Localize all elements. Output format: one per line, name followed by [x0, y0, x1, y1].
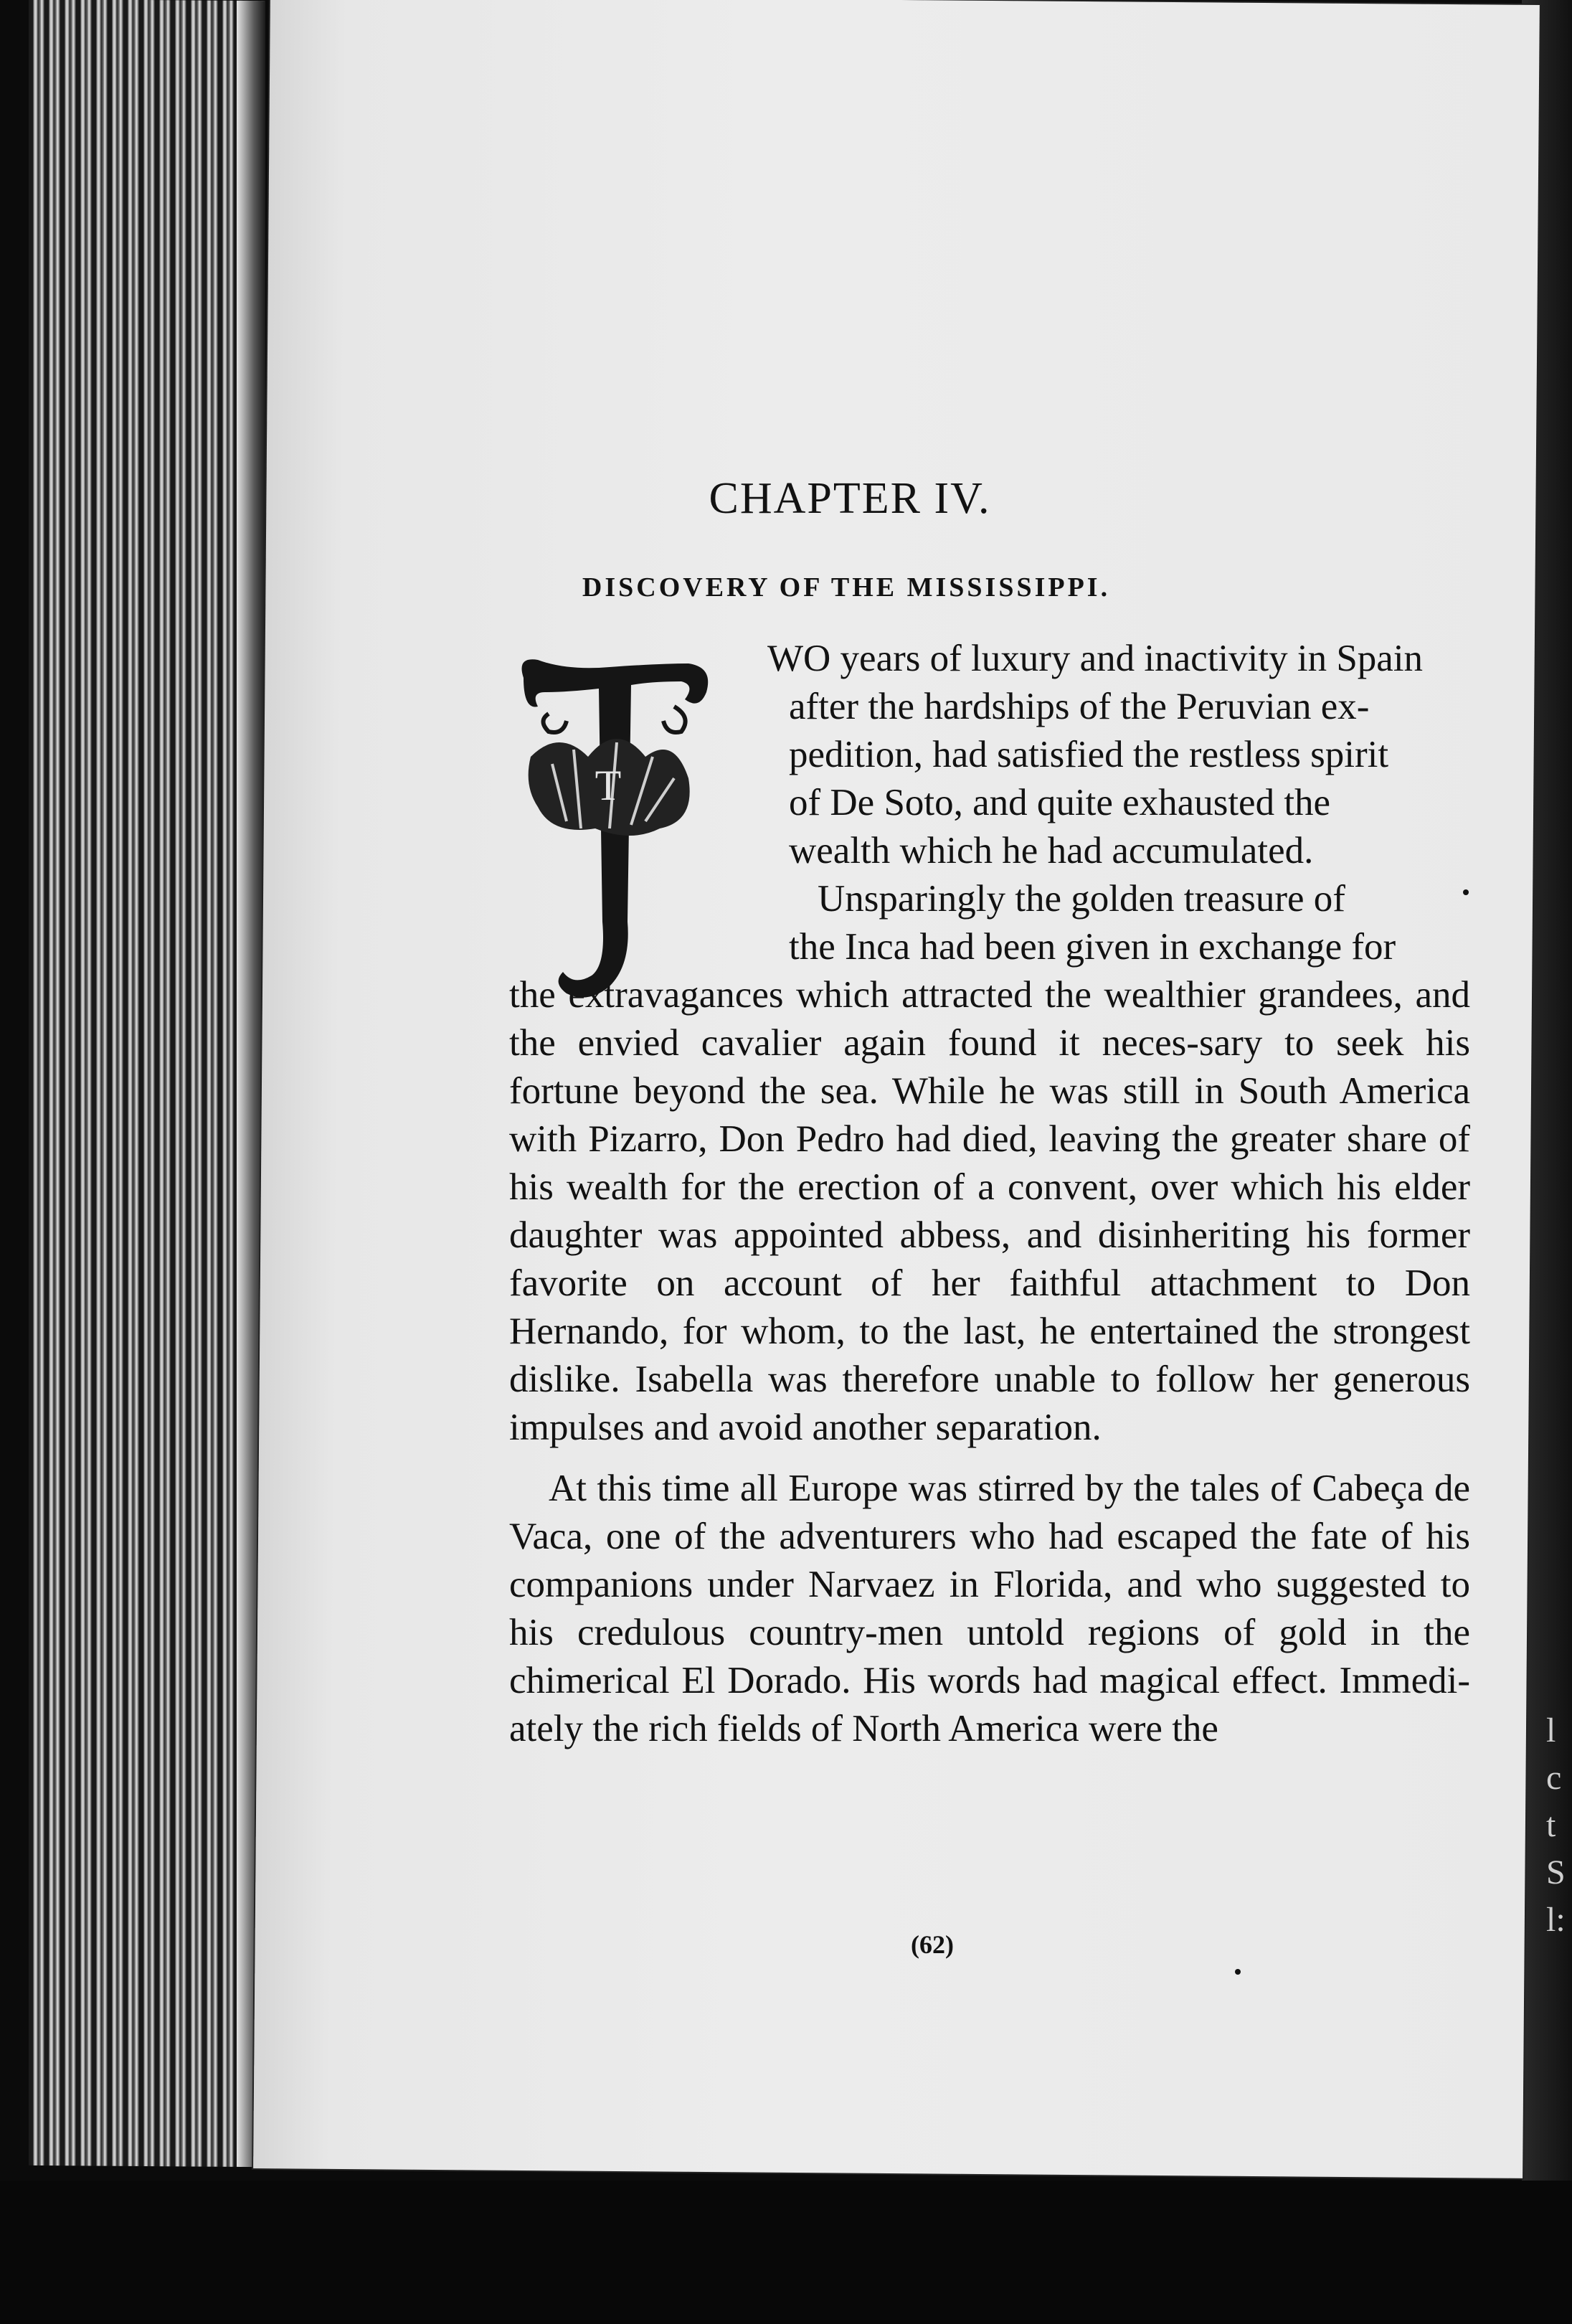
- page-content: [251, 473, 1470, 1753]
- ink-speck: [1235, 1969, 1241, 1975]
- ornamental-drop-cap-T-icon: [509, 649, 717, 1008]
- page-number: (62): [911, 1930, 954, 1959]
- text-beside-drop-cap: [251, 635, 1470, 971]
- text-line: of De Soto, and quite exhausted the: [789, 782, 1331, 823]
- fragment-line: c: [1546, 1759, 1562, 1797]
- first-paragraph: [251, 635, 1470, 1452]
- fragment-line: l:: [1546, 1901, 1566, 1939]
- adjacent-page-fragments: [1546, 1707, 1568, 1944]
- text-line: WO years of luxury and inactivity in Spain: [767, 638, 1424, 679]
- fragment-line: l: [1546, 1711, 1556, 1749]
- text-line: Unsparingly the golden treasure of: [818, 878, 1345, 920]
- text-line: wealth which he had accumulated.: [789, 830, 1314, 872]
- chapter-subtitle: DISCOVERY OF THE MISSISSIPPI.: [582, 572, 1111, 603]
- fragment-line: S: [1546, 1853, 1566, 1891]
- fragment-line: t: [1546, 1806, 1556, 1844]
- drop-cap-letter: T: [595, 762, 622, 809]
- scan-background-bottom: [0, 2181, 1572, 2324]
- paragraph-2: At this time all Europe was stirred by the tales of Cabeça de Vaca, one of the adventurers who had escaped the fate of his companions under Narvaez in Florida, and who suggested to his credulous country-men untold regions of gold in the chimerical El Dorado. His words had magical effect. Immedi-ately the rich fields of North America were the: [509, 1468, 1470, 1749]
- text-line: the Inca had been given in exchange for: [789, 926, 1396, 968]
- book-page-edges: [29, 0, 265, 2167]
- ink-speck: [1463, 889, 1469, 895]
- chapter-title: CHAPTER IV.: [709, 474, 991, 523]
- text-line: after the hardships of the Peruvian ex-: [789, 686, 1370, 727]
- paragraph-1-continued: the extravagances which attracted the wealthier grandees, and the envied cavalier again found it neces-sary to seek his fortune beyond the sea. While he was still in South America with Pizarro, Don Pedro had died, leaving the greater share of his wealth for the erection of a convent, over which his elder daughter was appointed abbess, and disinheriting his former favorite on account of her faithful attachment to Don Hernando, for whom, to the last, he entertained the strongest dislike. Isabella was therefore unable to follow her generous impulses and avoid another separation.: [509, 974, 1470, 1448]
- text-line: pedition, had satisfied the restless spirit: [789, 734, 1389, 775]
